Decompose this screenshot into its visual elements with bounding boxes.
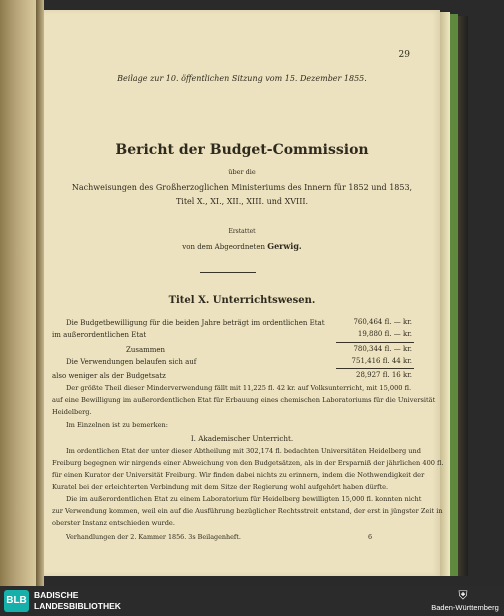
paragraph-1-line-1: Der größte Theil dieser Minderverwendung fällt mit 11,225 fl. 42 kr. auf Volksunterricht, mit 15,000 fl. [66, 384, 412, 392]
nachweisungen-line-2: Titel X., XI., XII., XIII. und XVIII. [175, 197, 309, 206]
book-spine [36, 0, 44, 586]
sum-rule-1 [336, 342, 414, 343]
section-title: Titel X. Unterrichtswesen. [168, 295, 316, 306]
budget-amount-spent: 751,416 fl. 44 kr. [351, 357, 412, 365]
paragraph-2: Im Einzelnen ist zu bemerken: [66, 421, 168, 429]
author-name: Gerwig. [267, 241, 302, 251]
book-cover-edge [458, 16, 468, 576]
page-paper [44, 10, 440, 576]
budget-amount-extraordinary: 19,880 fl. — kr. [357, 330, 412, 338]
author-prefix: von dem Abgeordneten [182, 243, 266, 251]
library-name [34, 590, 121, 612]
paragraph-3-line-3: für einen Kurator der Universität Freiburg. Wir finden dabei nichts zu erinnern, indem die Nothwendigkeit der [52, 471, 425, 479]
baden-wuerttemberg-crest-icon: ⛨ [458, 588, 468, 602]
page-number: 29 [398, 50, 410, 60]
erstattet-line: Erstattet [228, 228, 256, 235]
sum-rule-2 [336, 368, 414, 369]
footer-publication: Verhandlungen der 2. Kammer 1856. 3s Beilagenheft. [66, 533, 241, 541]
nachweisungen-line-1: Nachweisungen des Großherzoglichen Ministeriums des Innern für 1852 und 1853, [71, 183, 413, 192]
paragraph-4-line-3: oberster Instanz entschieden wurde. [52, 519, 175, 527]
state-name: Baden-Württemberg [431, 603, 499, 612]
uber-line: über die [228, 168, 256, 176]
budget-line-ordinary: Die Budgetbewilligung für die beiden Jahre beträgt im ordentlichen Etat [66, 319, 325, 327]
blb-logo[interactable]: BLB [4, 590, 29, 612]
library-name-line-2: LANDESBIBLIOTHEK [34, 601, 121, 611]
paragraph-3-line-2: Freiburg begegnen wir nirgends einer Abweichung von den Budgetsätzen, als in der Ersparniß der jährlichen 400 fl. [52, 459, 444, 467]
paragraph-4-line-1: Die im außerordentlichen Etat zu einem Laboratorium für Heidelberg bewilligten 15,000 fl. konnten nicht [66, 495, 422, 503]
beilage-line: Beilage zur 10. öffentlichen Sitzung vom 15. Dezember 1855. [117, 74, 367, 83]
budget-amount-total: 780,344 fl. — kr. [353, 345, 412, 353]
title-divider [200, 272, 256, 273]
paragraph-1-line-2: auf eine Bewilligung im außerordentlichen Etat für Erbauung eines chemischen Laboratoriums für die Universität [52, 396, 436, 404]
budget-amount-difference: 28,927 fl. 16 kr. [355, 371, 412, 379]
footer-signature: 6 [368, 533, 373, 541]
budget-amount-ordinary: 760,464 fl. — kr. [353, 318, 412, 326]
budget-line-difference: also weniger als der Budgetsatz [52, 372, 166, 380]
facing-page-edge [0, 0, 36, 586]
page-stack-edge [440, 12, 450, 576]
author-line [44, 241, 440, 251]
budget-line-extraordinary: im außerordentlichen Etat [52, 331, 147, 339]
green-page-edge [450, 14, 458, 576]
library-name-line-1: BADISCHE [34, 590, 79, 600]
budget-line-total: Zusammen [126, 346, 166, 354]
subsection-heading: I. Akademischer Unterricht. [190, 434, 294, 443]
report-title: Bericht der Budget-Commission [115, 142, 369, 158]
paragraph-4-line-2: zur Verwendung kommen, weil ein auf die Ausführung bezüglicher Rechtsstreit entstand, der erst in jüngster Zeit in [52, 507, 443, 515]
budget-line-spent: Die Verwendungen belaufen sich auf [66, 358, 197, 366]
paragraph-3-line-4: Kuratel bei der erleichterten Verbindung mit dem Sitze der Regierung wohl aufgehört haben dürfte. [52, 483, 389, 491]
paragraph-1-line-3: Heidelberg. [52, 408, 92, 416]
paragraph-3-line-1: Im ordentlichen Etat der unter dieser Abtheilung mit 302,174 fl. bedachten Universitäten Heidelberg und [66, 447, 422, 455]
